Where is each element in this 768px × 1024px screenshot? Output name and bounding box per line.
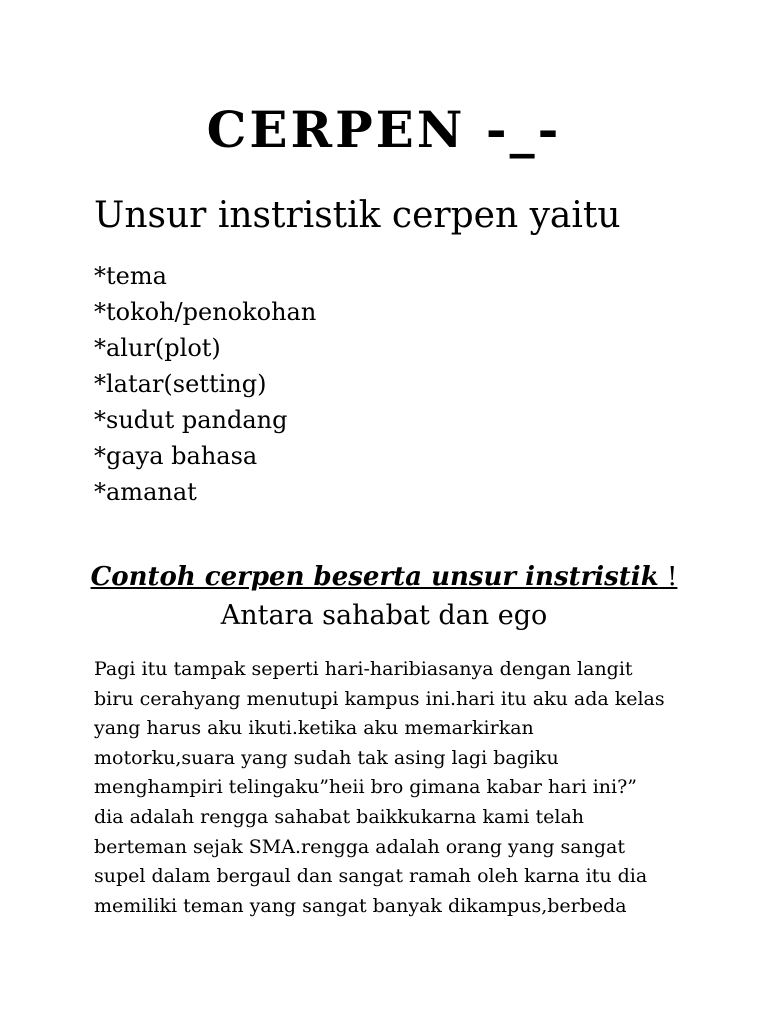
document-title: CERPEN -_- xyxy=(206,100,562,159)
story-line: biru cerahyang menutupi kampus ini.hari itu aku ada kelas xyxy=(94,687,665,710)
list-item: *amanat xyxy=(94,478,197,506)
story-line: menghampiri telingaku”heii bro gimana kabar hari ini?” xyxy=(94,776,637,799)
intrinsic-elements-list xyxy=(94,258,316,510)
list-item: *tokoh/penokohan xyxy=(94,298,317,326)
list-item: *sudut pandang xyxy=(94,406,288,434)
list-item: *gaya bahasa xyxy=(94,442,258,470)
story-line: memiliki teman yang sangat banyak dikampus,berbeda xyxy=(94,894,627,917)
list-item: *alur(plot) xyxy=(94,334,221,362)
example-heading-suffix: ! xyxy=(658,562,678,592)
story-line: motorku,suara yang sudah tak asing lagi bagiku xyxy=(94,746,559,769)
section-subtitle: Unsur instristik cerpen yaitu xyxy=(94,195,621,236)
example-heading xyxy=(0,558,768,596)
story-title: Antara sahabat dan ego xyxy=(220,600,548,631)
list-item: *tema xyxy=(94,262,167,290)
list-item: *latar(setting) xyxy=(94,370,267,398)
story-line: berteman sejak SMA.rengga adalah orang yang sangat xyxy=(94,835,625,858)
story-line: Pagi itu tampak seperti hari-haribiasanya dengan langit xyxy=(94,658,633,680)
story-line: supel dalam bergaul dan sangat ramah oleh karna itu dia xyxy=(94,865,648,888)
story-line: yang harus aku ikuti.ketika aku memarkirkan xyxy=(94,717,534,740)
story-paragraph xyxy=(94,655,694,921)
example-heading-emphasis: Contoh cerpen beserta unsur instristik xyxy=(90,562,659,592)
story-line: dia adalah rengga sahabat baikkukarna kami telah xyxy=(94,805,585,828)
